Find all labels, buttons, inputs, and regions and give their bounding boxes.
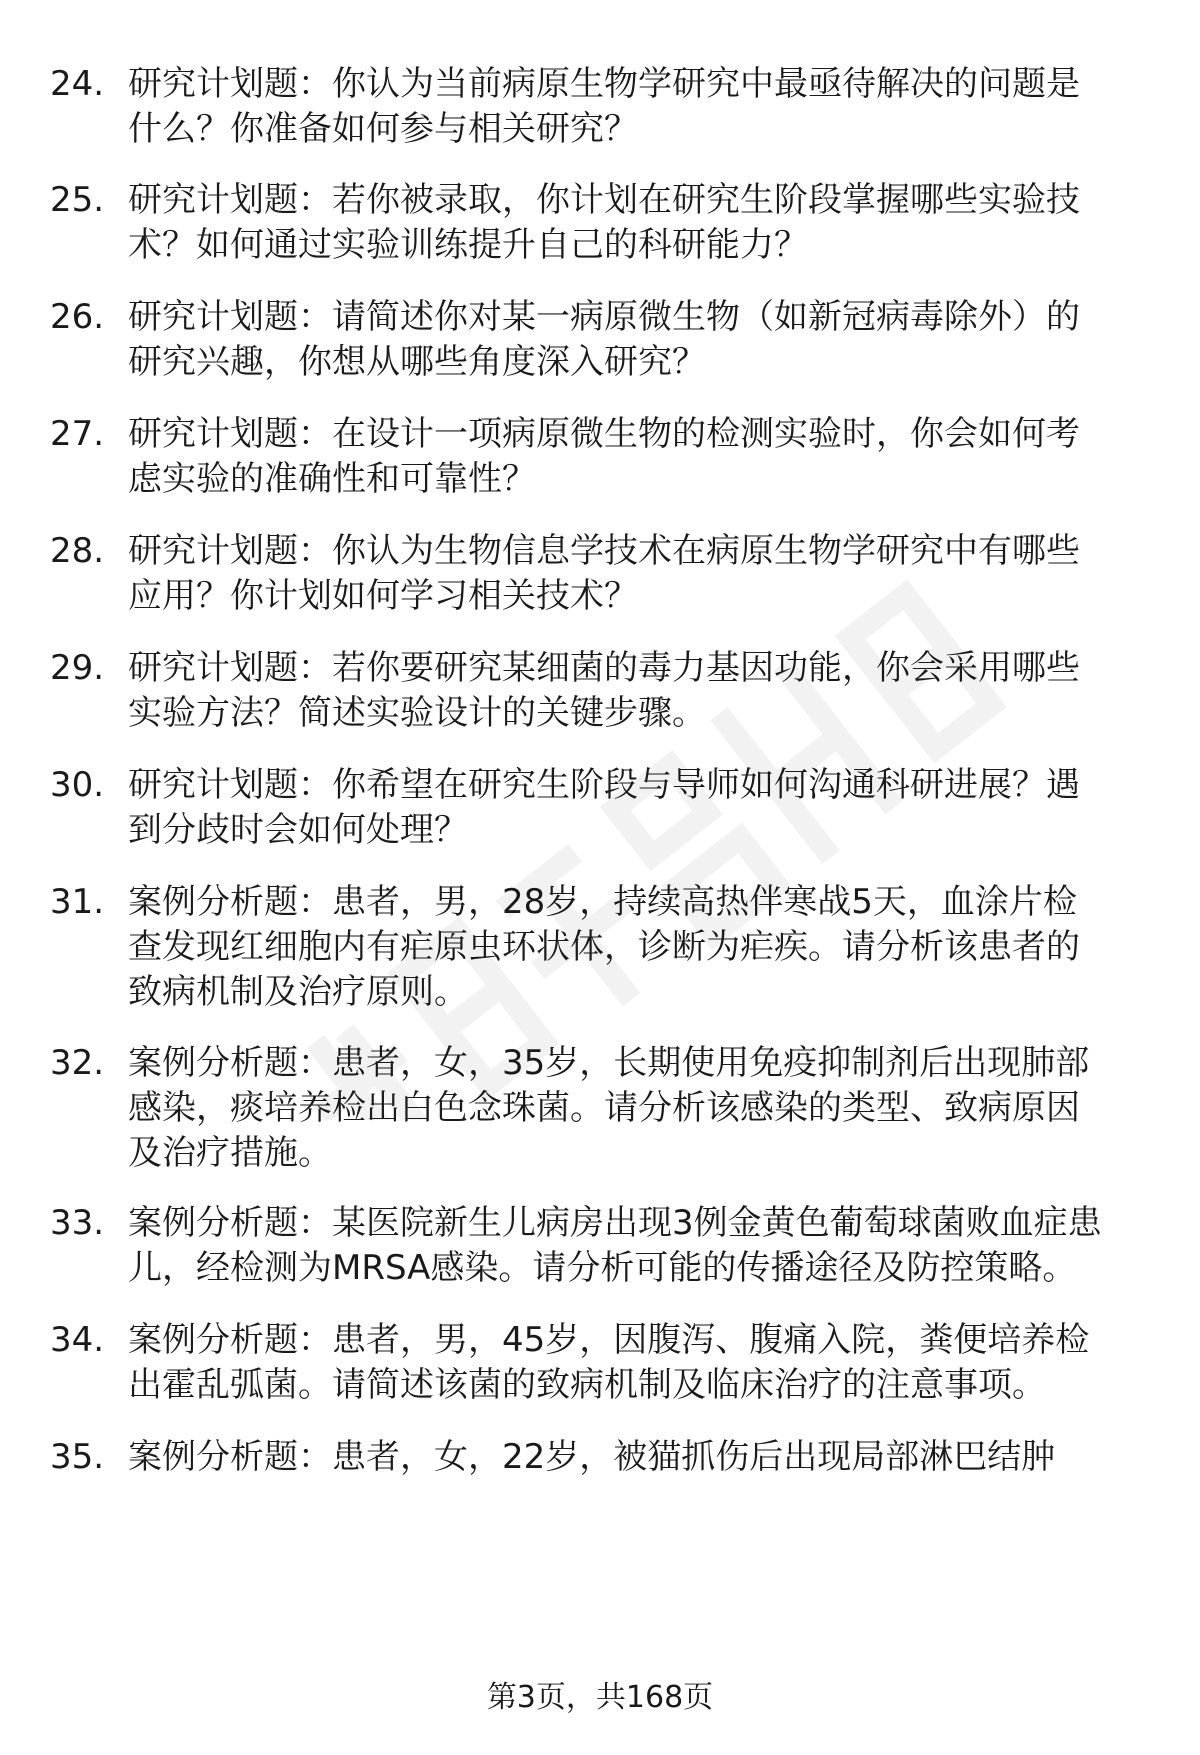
question-line: 应用？你计划如何学习相关技术？: [128, 576, 638, 616]
question-text: [128, 763, 1160, 853]
question-number: 33.: [50, 1203, 105, 1243]
question-line: 及治疗措施。: [128, 1133, 332, 1173]
question-line: 实验方法？简述实验设计的关键步骤。: [128, 693, 706, 733]
question-number: 27.: [50, 414, 105, 454]
question-text: [128, 880, 1160, 1015]
question-number: 24.: [50, 64, 105, 104]
question-text: [128, 412, 1160, 502]
question-line: 致病机制及治疗原则。: [128, 972, 468, 1012]
question-text: [128, 529, 1160, 619]
question-text: [128, 646, 1160, 736]
question-number: 28.: [50, 531, 105, 571]
question-number: 30.: [50, 765, 105, 805]
question-line: 研究兴趣，你想从哪些角度深入研究？: [128, 342, 706, 382]
question-number: 31.: [50, 882, 105, 922]
question-number: 25.: [50, 180, 105, 220]
question-number: 32.: [50, 1043, 105, 1083]
question-line: 研究计划题：在设计一项病原微生物的检测实验时，你会如何考: [128, 414, 1080, 454]
question-number: 35.: [50, 1437, 105, 1477]
question-line: 查发现红细胞内有疟原虫环状体，诊断为疟疾。请分析该患者的: [128, 927, 1080, 967]
question-line: 案例分析题：患者，女，35岁，长期使用免疫抑制剂后出现肺部: [128, 1043, 1090, 1083]
question-line: 研究计划题：若你被录取，你计划在研究生阶段掌握哪些实验技: [128, 180, 1080, 220]
page-footer: 第3页，共168页: [486, 1680, 714, 1715]
question-text: [128, 1435, 1160, 1480]
question-line: 术？如何通过实验训练提升自己的科研能力？: [128, 225, 808, 265]
question-text: [128, 62, 1160, 152]
question-line: 什么？你准备如何参与相关研究？: [128, 109, 638, 149]
question-text: [128, 295, 1160, 385]
question-line: 案例分析题：患者，女，22岁，被猫抓伤后出现局部淋巴结肿: [128, 1437, 1056, 1477]
question-text: [128, 1201, 1160, 1291]
question-line: 研究计划题：请简述你对某一病原微生物（如新冠病毒除外）的: [128, 297, 1080, 337]
question-line: 出霍乱弧菌。请简述该菌的致病机制及临床治疗的注意事项。: [128, 1365, 1046, 1405]
question-line: 案例分析题：患者，男，45岁，因腹泻、腹痛入院，粪便培养检: [128, 1320, 1090, 1360]
question-number: 29.: [50, 648, 105, 688]
question-line: 研究计划题：你希望在研究生阶段与导师如何沟通科研进展？遇: [128, 765, 1080, 805]
question-line: 研究计划题：你认为生物信息学技术在病原生物学研究中有哪些: [128, 531, 1080, 571]
question-line: 感染，痰培养检出白色念珠菌。请分析该感染的类型、致病原因: [128, 1088, 1080, 1128]
question-text: [128, 1318, 1160, 1408]
question-line: 案例分析题：患者，男，28岁，持续高热伴寒战5天，血涂片检: [128, 882, 1077, 922]
question-text: [128, 178, 1160, 268]
question-line: 研究计划题：你认为当前病原生物学研究中最亟待解决的问题是: [128, 64, 1080, 104]
question-line: 研究计划题：若你要研究某细菌的毒力基因功能，你会采用哪些: [128, 648, 1080, 688]
question-number: 34.: [50, 1320, 105, 1360]
question-line: 儿，经检测为MRSA感染。请分析可能的传播途径及防控策略。: [128, 1248, 1077, 1288]
question-line: 虑实验的准确性和可靠性？: [128, 459, 536, 499]
question-line: 到分歧时会如何处理？: [128, 810, 468, 850]
question-number: 26.: [50, 297, 105, 337]
question-line: 案例分析题：某医院新生儿病房出现3例金黄色葡萄球菌败血症患: [128, 1203, 1102, 1243]
question-text: [128, 1041, 1160, 1176]
